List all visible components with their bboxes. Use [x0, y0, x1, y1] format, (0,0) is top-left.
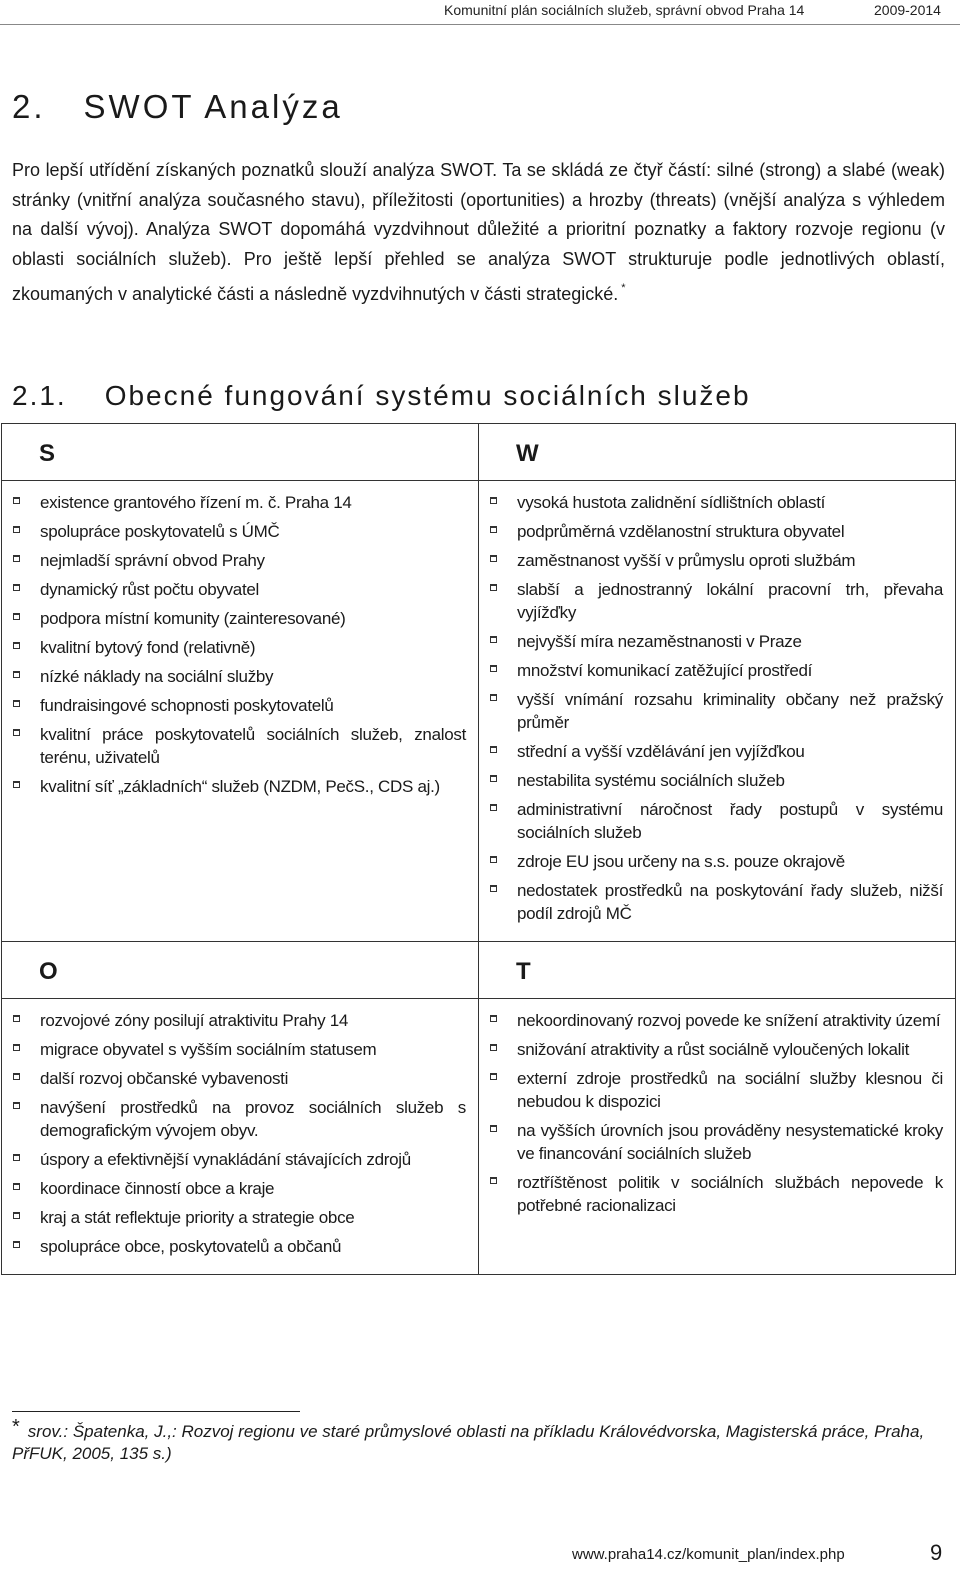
square-bullet-icon	[490, 526, 497, 533]
square-bullet-icon	[13, 1212, 20, 1219]
header-years: 2009-2014	[874, 2, 941, 18]
list-item	[489, 520, 943, 543]
list-item	[12, 607, 466, 630]
list-item	[489, 1067, 943, 1113]
swot-header-threats: T	[479, 942, 956, 999]
list-item-text: nízké náklady na sociální služby	[40, 667, 274, 686]
list-item-text: spolupráce obce, poskytovatelů a občanů	[40, 1237, 342, 1256]
list-item	[12, 1235, 466, 1258]
list-item-text: kvalitní bytový fond (relativně)	[40, 638, 256, 657]
list-item	[12, 694, 466, 717]
list-item-text: dynamický růst počtu obyvatel	[40, 580, 260, 599]
list-item	[12, 578, 466, 601]
list-item-text: nestabilita systému sociálních služeb	[517, 771, 785, 790]
list-item-text: roztříštěnost politik v sociálních službách nepovede k potřebné racionalizaci	[517, 1173, 943, 1215]
square-bullet-icon	[13, 1183, 20, 1190]
list-item-text: vyšší vnímání rozsahu kriminality občany než pražský průměr	[517, 690, 943, 732]
list-item	[12, 665, 466, 688]
square-bullet-icon	[490, 1015, 497, 1022]
footer-url: www.praha14.cz/komunit_plan/index.php	[572, 1546, 845, 1563]
list-item-text: nedostatek prostředků na poskytování řady služeb, nižší podíl zdrojů MČ	[517, 881, 943, 923]
list-item-text: zaměstnanost vyšší v průmyslu oproti službám	[517, 551, 856, 570]
list-item	[489, 659, 943, 682]
list-item-text: fundraisingové schopnosti poskytovatelů	[40, 696, 334, 715]
square-bullet-icon	[13, 1102, 20, 1109]
square-bullet-icon	[490, 665, 497, 672]
list-item-text: kraj a stát reflektuje priority a strategie obce	[40, 1208, 355, 1227]
square-bullet-icon	[490, 1044, 497, 1051]
list-item	[489, 769, 943, 792]
square-bullet-icon	[13, 1015, 20, 1022]
list-item	[12, 775, 466, 798]
footnote-text: srov.: Špatenka, J.,: Rozvoj regionu ve staré průmyslové oblasti na příkladu Královédvorska, Magisterská práce, Praha, PřFUK, 2005, 135 s.)	[12, 1422, 925, 1463]
footnote-rule	[12, 1411, 300, 1412]
list-item	[12, 491, 466, 514]
square-bullet-icon	[490, 885, 497, 892]
list-item-text: kvalitní síť „základních“ služeb (NZDM, PečS., CDS aj.)	[40, 777, 440, 796]
square-bullet-icon	[13, 1154, 20, 1161]
list-item-text: kvalitní práce poskytovatelů sociálních služeb, znalost terénu, uživatelů	[40, 725, 466, 767]
footnote	[12, 1416, 947, 1465]
square-bullet-icon	[13, 671, 20, 678]
page-header	[0, 0, 960, 26]
list-item-text: rozvojové zóny posilují atraktivitu Prahy 14	[40, 1011, 349, 1030]
subsection-heading	[12, 380, 751, 412]
list-item-text: nejvyšší míra nezaměstnanosti v Praze	[517, 632, 802, 651]
opportunities-list	[12, 1009, 466, 1258]
square-bullet-icon	[13, 642, 20, 649]
square-bullet-icon	[490, 694, 497, 701]
list-item	[12, 520, 466, 543]
list-item	[489, 688, 943, 734]
list-item-text: snižování atraktivity a růst sociálně vyloučených lokalit	[517, 1040, 910, 1059]
swot-header-weaknesses: W	[479, 424, 956, 481]
square-bullet-icon	[490, 856, 497, 863]
square-bullet-icon	[490, 804, 497, 811]
page-number: 9	[930, 1540, 943, 1565]
footnote-mark: *	[12, 1416, 20, 1438]
swot-table	[1, 423, 956, 1275]
list-item	[489, 740, 943, 763]
swot-header-opportunities: O	[2, 942, 479, 999]
square-bullet-icon	[13, 1073, 20, 1080]
list-item	[489, 1038, 943, 1061]
list-item	[489, 879, 943, 925]
list-item	[12, 1148, 466, 1171]
list-item	[12, 1038, 466, 1061]
list-item-text: externí zdroje prostředků na sociální služby klesnou či nebudou k dispozici	[517, 1069, 943, 1111]
list-item-text: slabší a jednostranný lokální pracovní trh, převaha vyjížďky	[517, 580, 943, 622]
list-item	[12, 636, 466, 659]
subsection-title: Obecné fungování systému sociálních služeb	[104, 380, 751, 411]
list-item	[12, 1067, 466, 1090]
list-item	[12, 1009, 466, 1032]
section-heading	[12, 88, 343, 126]
list-item-text: migrace obyvatel s vyšším sociálním statusem	[40, 1040, 377, 1059]
square-bullet-icon	[490, 497, 497, 504]
section-title: SWOT Analýza	[83, 88, 343, 125]
square-bullet-icon	[13, 729, 20, 736]
swot-header-strengths: S	[2, 424, 479, 481]
list-item	[489, 1009, 943, 1032]
square-bullet-icon	[13, 700, 20, 707]
list-item-text: na vyšších úrovních jsou prováděny nesystematické kroky ve financování sociálních služeb	[517, 1121, 943, 1163]
swot-threats-cell	[479, 999, 956, 1275]
list-item-text: koordinace činností obce a kraje	[40, 1179, 275, 1198]
list-item-text: podpora místní komunity (zainteresované)	[40, 609, 346, 628]
square-bullet-icon	[490, 584, 497, 591]
list-item-text: množství komunikací zatěžující prostředí	[517, 661, 813, 680]
list-item-text: nekoordinovaný rozvoj povede ke snížení atraktivity území	[517, 1011, 941, 1030]
list-item-text: vysoká hustota zalidnění sídlištních oblastí	[517, 493, 826, 512]
square-bullet-icon	[13, 1044, 20, 1051]
square-bullet-icon	[13, 555, 20, 562]
square-bullet-icon	[490, 1073, 497, 1080]
intro-paragraph	[12, 156, 945, 310]
swot-opportunities-cell	[2, 999, 479, 1275]
square-bullet-icon	[490, 746, 497, 753]
list-item-text: podprůměrná vzdělanostní struktura obyvatel	[517, 522, 845, 541]
square-bullet-icon	[13, 1241, 20, 1248]
list-item	[489, 1171, 943, 1217]
square-bullet-icon	[13, 781, 20, 788]
subsection-number: 2.1.	[12, 380, 67, 411]
strengths-list	[12, 491, 466, 798]
list-item-text: nejmladší správní obvod Prahy	[40, 551, 265, 570]
square-bullet-icon	[13, 497, 20, 504]
square-bullet-icon	[490, 775, 497, 782]
list-item	[12, 723, 466, 769]
footnote-reference: *	[621, 282, 626, 294]
swot-weaknesses-cell	[479, 481, 956, 942]
intro-text: Pro lepší utřídění získaných poznatků slouží analýza SWOT. Ta se skládá ze čtyř částí: silné (strong) a slabé (weak) stránky (vnitřní analýza současného stavu), příležitosti (oportunities) a hrozby (threats) (vnější analýza s výhledem na další vývoj). Analýza SWOT dopomáhá vyzdvihnout důležité a prioritní poznatky a faktory rozvoje regionu (v oblasti sociálních služeb). Pro ještě lepší přehled se analýza SWOT strukturuje podle jednotlivých oblastí, zkoumaných v analytické části a následně vyzdvihnutých v části strategické.	[12, 160, 945, 304]
list-item	[12, 1206, 466, 1229]
swot-strengths-cell	[2, 481, 479, 942]
list-item	[489, 630, 943, 653]
list-item-text: střední a vyšší vzdělávání jen vyjížďkou	[517, 742, 805, 761]
list-item	[489, 549, 943, 572]
header-title: Komunitní plán sociálních služeb, správní obvod Praha 14	[444, 2, 805, 18]
weaknesses-list	[489, 491, 943, 925]
list-item-text: úspory a efektivnější vynakládání stávajících zdrojů	[40, 1150, 411, 1169]
square-bullet-icon	[13, 526, 20, 533]
list-item	[489, 1119, 943, 1165]
list-item	[489, 578, 943, 624]
section-number: 2.	[12, 88, 46, 125]
square-bullet-icon	[13, 613, 20, 620]
square-bullet-icon	[490, 636, 497, 643]
list-item	[489, 491, 943, 514]
list-item-text: navýšení prostředků na provoz sociálních služeb s demografickým vývojem obyv.	[40, 1098, 466, 1140]
header-rule	[0, 24, 960, 25]
list-item-text: spolupráce poskytovatelů s ÚMČ	[40, 522, 280, 541]
list-item	[12, 1096, 466, 1142]
square-bullet-icon	[13, 584, 20, 591]
list-item	[12, 549, 466, 572]
list-item	[12, 1177, 466, 1200]
list-item-text: další rozvoj občanské vybavenosti	[40, 1069, 289, 1088]
list-item-text: administrativní náročnost řady postupů v systému sociálních služeb	[517, 800, 943, 842]
square-bullet-icon	[490, 555, 497, 562]
square-bullet-icon	[490, 1125, 497, 1132]
list-item-text: existence grantového řízení m. č. Praha 14	[40, 493, 352, 512]
list-item-text: zdroje EU jsou určeny na s.s. pouze okrajově	[517, 852, 845, 871]
list-item	[489, 798, 943, 844]
list-item	[489, 850, 943, 873]
threats-list	[489, 1009, 943, 1217]
square-bullet-icon	[490, 1177, 497, 1184]
